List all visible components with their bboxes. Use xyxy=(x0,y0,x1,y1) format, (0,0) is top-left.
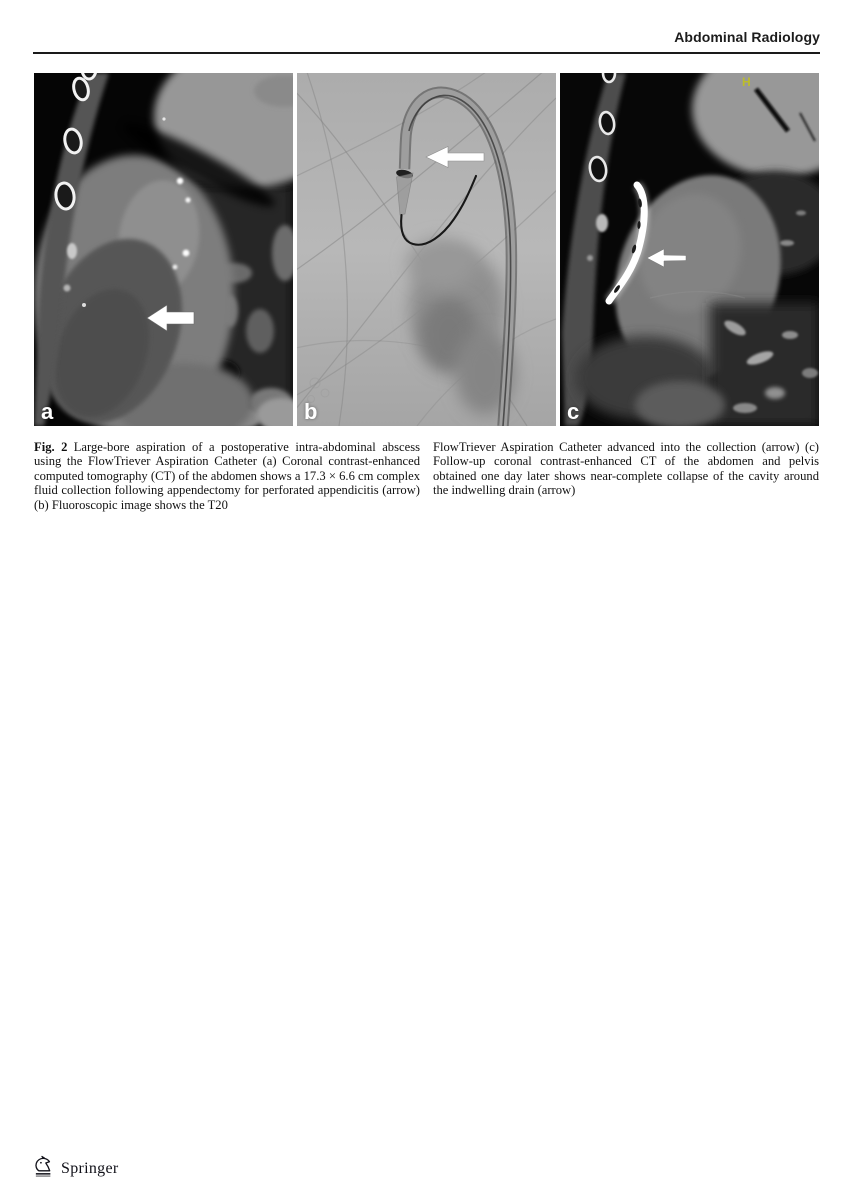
orientation-marker-h: H xyxy=(742,75,751,89)
publisher-footer xyxy=(33,1155,119,1183)
caption-right-text: FlowTriever Aspiration Catheter advanced into the collection (arrow) (c) Follow-up coronal contrast-enhanced CT of the abdomen and pelvis obtained one day later shows near-complete collapse of the cavity around the indwelling drain (arrow) xyxy=(433,440,819,498)
header-rule xyxy=(33,52,820,54)
caption-column-right xyxy=(433,440,819,512)
figure-2 xyxy=(34,73,820,426)
figure-panel-a xyxy=(34,73,293,426)
figure-panel-b xyxy=(297,73,556,426)
panel-label-a: a xyxy=(41,399,54,424)
journal-name: Abdominal Radiology xyxy=(674,29,820,45)
caption-column-left xyxy=(34,440,420,512)
ct-scan-image-a xyxy=(34,73,293,426)
panel-label-b: b xyxy=(304,399,318,424)
figure-panel-c xyxy=(560,73,819,426)
springer-logo-icon xyxy=(33,1155,54,1183)
publisher-name: Springer xyxy=(61,1160,119,1177)
ct-scan-image-c xyxy=(560,73,819,426)
caption-left-text: Large-bore aspiration of a postoperative intra-abdominal abscess using the FlowTriever Aspiration Catheter (a) Coronal contrast-enhanced computed tomography (CT) of the abdomen shows a 17.3 × 6.6 cm complex fluid collection following appendectomy for perforated appendicitis (arrow) (b) Fluoroscopic image shows the T20 xyxy=(34,440,420,512)
panel-label-c: c xyxy=(567,399,580,424)
figure-number-label: Fig. 2 xyxy=(34,440,68,454)
fluoroscopy-image-b xyxy=(297,73,556,426)
figure-caption xyxy=(34,440,820,512)
